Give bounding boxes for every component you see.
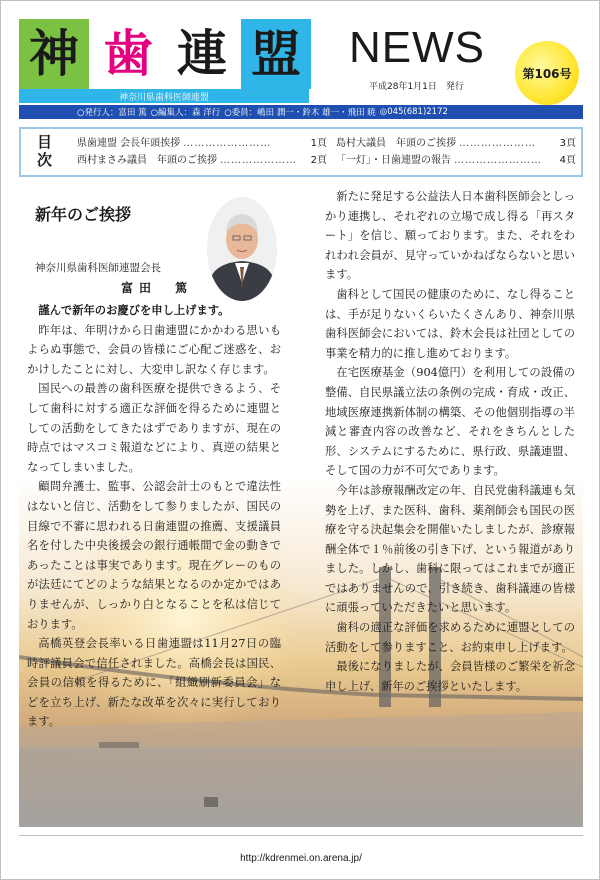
toc-entry-page: 4頁 — [559, 155, 576, 166]
logo-char-1: 神 — [19, 19, 89, 89]
toc-leader: …………………… — [183, 138, 272, 149]
committee: ○委員：嶋田 潤一・鈴木 雄一・飛田 暁 — [224, 108, 376, 118]
issue-number-badge: 第106号 — [515, 41, 579, 105]
toc-entry-page: 1頁 — [310, 138, 327, 149]
article-paragraph: 今年は診療報酬改定の年、自民党歯科議連も気勢を上げ、また医科、歯科、薬剤師会も国民の医療を守る決起集会を開催いたしましたが、診療報酬全体で１％前後の引き下げ、という報道がありました。しかし、歯科に限ってはこれまでが適正ではありませんので、引き続き、歯科議連の皆様に頑張っていただきたいと思います。 — [325, 483, 575, 615]
author-affiliation: 神奈川県歯科医師連盟会長 — [35, 262, 161, 274]
article-paragraph: 顧問弁護士、監事、公認会計士のもとで違法性はないと信じ、活動をして参りましたが、国民の目線で不審に思われる日歯連盟の推薦、支援議員名を付した中央後援会の銀行通帳間で金の動きであったことは事実であります。現在グレーのものが法廷にてどのような結果となるのか定かではありませんが、しっかり白となることを私は信じております。 — [27, 480, 281, 631]
logo — [19, 19, 311, 89]
toc-right-column — [336, 135, 576, 169]
toc-left-column — [77, 135, 327, 169]
article-area — [19, 187, 583, 827]
author-name: 富田 篤 — [120, 281, 193, 295]
credits-bar — [19, 105, 583, 119]
masthead-subtitle: 神奈川県歯科医師連盟 — [19, 89, 309, 103]
author-portrait — [207, 197, 277, 301]
footer-divider — [19, 835, 583, 836]
toc-entry[interactable] — [336, 135, 576, 152]
logo-char-4: 盟 — [241, 19, 311, 89]
toc-entry-page: 3頁 — [559, 138, 576, 149]
article-paragraph: 歯科の適正な評価を求めるために連盟としての活動をして参りますこと、お約束申し上げます。 — [325, 621, 575, 654]
toc-entry[interactable] — [77, 135, 327, 152]
publisher: ○発行人：富田 篤 — [77, 108, 147, 118]
toc-leader: …………………… — [454, 155, 542, 166]
article-title: 新年のご挨拶 — [35, 205, 132, 224]
toc-leader: ………………… — [459, 138, 536, 149]
editor: ○編集人：森 洋行 — [150, 108, 221, 118]
logo-char-3: 連 — [167, 19, 237, 89]
article-paragraph: 高橋英登会長率いる日歯連盟は11月27日の臨時評議員会で信任されました。高橋会長は国民、会員の信頼を得るために、「組織刷新委員会」などを立ち上げ、新たな改革を次々に実行しております。 — [27, 637, 281, 729]
article-lead: 謹んで新年のお慶びを申し上げます。 — [38, 303, 230, 317]
article-paragraph: 国民への最善の歯科医療を提供できるよう、そして歯科に対する適正な評価を得るために連盟としての活動をしてきたはずでありますが、現在の時点ではマスコミ報道などにより、真逆の結果となってしまいました。 — [27, 382, 281, 474]
toc-entry-title: 県歯連盟 会長年頭挨拶 — [77, 138, 181, 149]
phone: ◎045(681)2172 — [379, 107, 448, 117]
news-heading: NEWS — [349, 23, 485, 72]
toc-entry-page: 2頁 — [310, 155, 327, 166]
toc-entry-title: 西村まさみ議員 年頭のご挨拶 — [77, 155, 217, 166]
toc-label: 目次 — [37, 133, 53, 169]
portrait-icon — [207, 197, 277, 301]
toc-leader: ………………… — [220, 155, 297, 166]
article-paragraph: 最後になりましたが、会員皆様のご繁栄を祈念申し上げ、新年のご挨拶といたします。 — [325, 660, 575, 693]
toc-entry-title: 島村大議員 年頭のご挨拶 — [336, 138, 456, 149]
table-of-contents — [19, 127, 583, 177]
masthead — [19, 15, 583, 105]
toc-entry[interactable] — [77, 152, 327, 169]
article-paragraph: 昨年は、年明けから日歯連盟にかかわる思いもよらぬ事態で、会員の皆様にご心配ご迷惑を、おかけしたことに対し、大変申し訳なく存じます。 — [27, 323, 281, 376]
article-paragraph: 在宅医療基金（904億円）を利用しての設備の整備、自民県議立法の条例の完成・育成・改正、地域医療連携新体制の構築、その他個別指導の半減と審査内容の改善など、それをきちんとした形、システムにするために、県行政、県議連盟、そして国の力が不可欠であります。 — [325, 366, 575, 478]
article-column-2 — [325, 187, 575, 696]
article-paragraph: 新たに発足する公益法人日本歯科医師会としっかり連携し、それぞれの立場で成し得る「再スタート」を信じ、願っております。また、それをわれわれ会員が、見守っていかねばならないと思います。 — [325, 190, 575, 282]
logo-char-2: 歯 — [93, 19, 163, 89]
issue-date: 平成28年1月1日 発行 — [369, 82, 464, 92]
toc-entry[interactable] — [336, 152, 576, 169]
article-paragraph: 歯科として国民の健康のために、なし得ることは、手が足りないくらいたくさんあり、神奈川県歯科医師会においては、鈴木会長は社団としての事業を精力的に推し進めております。 — [325, 287, 575, 360]
footer-url[interactable]: http://kdrenmei.on.arena.jp/ — [240, 853, 362, 864]
toc-entry-title: 「一灯」・日歯連盟の報告 — [336, 155, 451, 166]
